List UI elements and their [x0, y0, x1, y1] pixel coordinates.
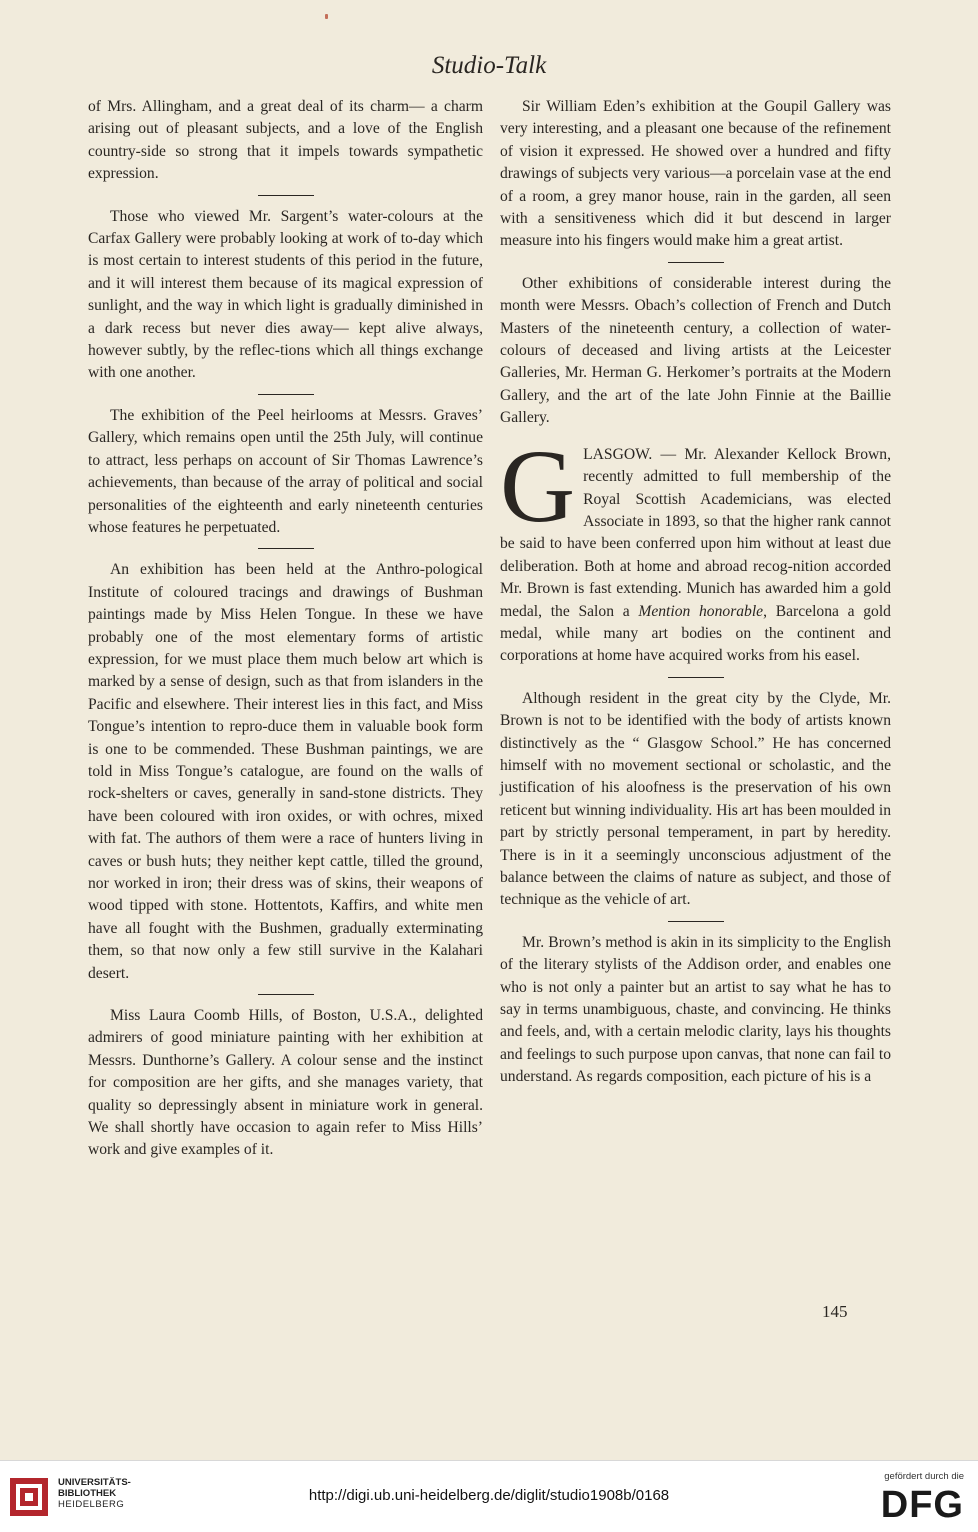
left-column	[88, 96, 483, 1162]
library-name-line-2: BIBLIOTHEK	[58, 1488, 117, 1499]
right-paragraph-4: Although resident in the great city by the Clyde, Mr. Brown is not to be identified with the body of artists known distinctively as the “ Glasgow School.” He has concerned himself with no movement sectional or scholastic, and the justification of his aloofness is the preservation of his own reticent but winning individuality. His art has been moulded in part by strictly personal temperament, in part by heredity. There is in it a seemingly unconscious adjustment of the balance between the claims of nature as subject, and those of technique as the vehicle of art.	[500, 689, 891, 909]
digitization-footer	[0, 1460, 978, 1532]
library-name-line-3: HEIDELBERG	[58, 1499, 125, 1510]
right-paragraph-2: Other exhibitions of considerable interest during the month were Messrs. Obach’s collection of French and Dutch Masters of the nineteenth century, a collection of water-colours of deceased and living artists at the Leicester Galleries, Mr. Herman G. Herkomer’s portraits at the Modern Gallery, and the art of the late John Finnie at the Baillie Gallery.	[500, 274, 891, 427]
ink-speck	[325, 14, 328, 19]
left-paragraph-3: The exhibition of the Peel heirlooms at Messrs. Graves’ Gallery, which remains open until the 25th July, will continue to attract, less perhaps on account of Sir Thomas Lawrence’s achievements, than because of the array of political and social personalities of the eighteenth and early nineteenth centuries whose features he perpetuated.	[88, 406, 483, 536]
section-divider	[668, 262, 724, 263]
section-divider	[258, 195, 314, 196]
right-column	[500, 96, 891, 1089]
left-paragraph-5: Miss Laura Coomb Hills, of Boston, U.S.A., delighted admirers of good miniature painting with her exhibition at Messrs. Dunthorne’s Gallery. A colour sense and the instinct for composition are her gifts, and she manages variety, that quality so depressingly absent in miniature work in general. We shall shortly have occasion to again refer to Miss Hills’ work and give examples of it.	[88, 1007, 483, 1159]
left-paragraph-4: An exhibition has been held at the Anthro-pological Institute of coloured tracings and drawings of Bushman paintings made by Miss Helen Tongue. In these we have probably one of the most elementary forms of artistic expression, for we must place them much below art which is marked by a sense of design, such as that from islanders in the Pacific and elsewhere. Their interest lies in this fact, and Miss Tongue’s intention to repro-duce them in valuable book form is one to be commended. These Bushman paintings, we are told in Miss Tongue’s catalogue, are found on the walls of rock-shelters or caves, generally in sand-stone districts. They have been coloured with iron oxides, or with ochres, mixed with fat. The authors of them were a race of hunters living in caves or bush huts; they neither kept cattle, tilled the ground, nor worked in iron; their dress was of skins, their weapons of wood tipped with stone. Hottentots, Kaffirs, and white men have all fought with the Bushmen, gradually exterminating them, so that now only a few still survive in the Kalahari desert.	[88, 561, 483, 982]
glasgow-paragraph	[500, 428, 891, 668]
section-divider	[258, 394, 314, 395]
page-number: 145	[822, 1302, 848, 1321]
section-divider	[668, 677, 724, 678]
salon-honour: Mention honorable	[638, 602, 764, 620]
library-name-line-1: UNIVERSITÄTS-	[58, 1477, 131, 1488]
running-title: Studio-Talk	[431, 52, 547, 79]
sponsor-label: gefördert durch die	[884, 1471, 964, 1482]
drop-cap: G	[500, 428, 576, 544]
left-paragraph-2: Those who viewed Mr. Sargent’s water-colours at the Carfax Gallery were probably looking at work of to-day which is most certain to interest students of this period in the future, and it will interest them because of its magical expression of sunlight, and the way in which light is gradually diminished in a dark recess but never dies away— kept alive always, however subtly, by the reflec-tions which all things exchange with one another.	[88, 207, 483, 382]
section-divider	[668, 921, 724, 922]
dfg-logo: DFG	[880, 1484, 964, 1526]
left-paragraph-1: of Mrs. Allingham, and a great deal of its charm— a charm arising out of pleasant subjects, and a love of the English country-side so strong that it impels towards sympathetic expression.	[88, 98, 483, 183]
right-paragraph-5: Mr. Brown’s method is akin in its simplicity to the English of the literary stylists of the Addison order, and enables one who is not only a painter but an artist to say what he has to say in terms unambiguous, chaste, and convincing. He thinks and feels, and, with a certain melodic clarity, lays his thoughts and feelings to such purpose upon canvas, that none can fail to understand. As regards composition, each picture of his is a	[500, 933, 891, 1086]
permalink[interactable]: http://digi.ub.uni-heidelberg.de/diglit/studio1908b/0168	[308, 1487, 670, 1504]
right-paragraph-1: Sir William Eden’s exhibition at the Goupil Gallery was very interesting, and a pleasant one because of the refinement of vision it expressed. He showed over a hundred and fifty drawings of subjects very various—a porcelain vase at the end of a room, a grey manor house, rain in the garden, all seen with a sensitiveness which did it but descend in larger measure into his fingers would make him a great artist.	[500, 98, 891, 250]
glasgow-text-end: , Barcelona a gold medal, while many art bodies on the continent and corporations at home have acquired works from his easel.	[500, 602, 891, 665]
section-divider	[258, 548, 314, 549]
glasgow-text: LASGOW. — Mr. Alexander Kellock Brown, recently admitted to full membership of the Royal Scottish Academicians, was elected Associate in 1893, so that the higher rank cannot be said to have been conferred upon him without at least due deliberation. Both at home and abroad recog-nition accorded Mr. Brown is fast extending. Munich has awarded him a gold medal, the Salon a	[500, 445, 891, 620]
section-divider	[258, 994, 314, 995]
